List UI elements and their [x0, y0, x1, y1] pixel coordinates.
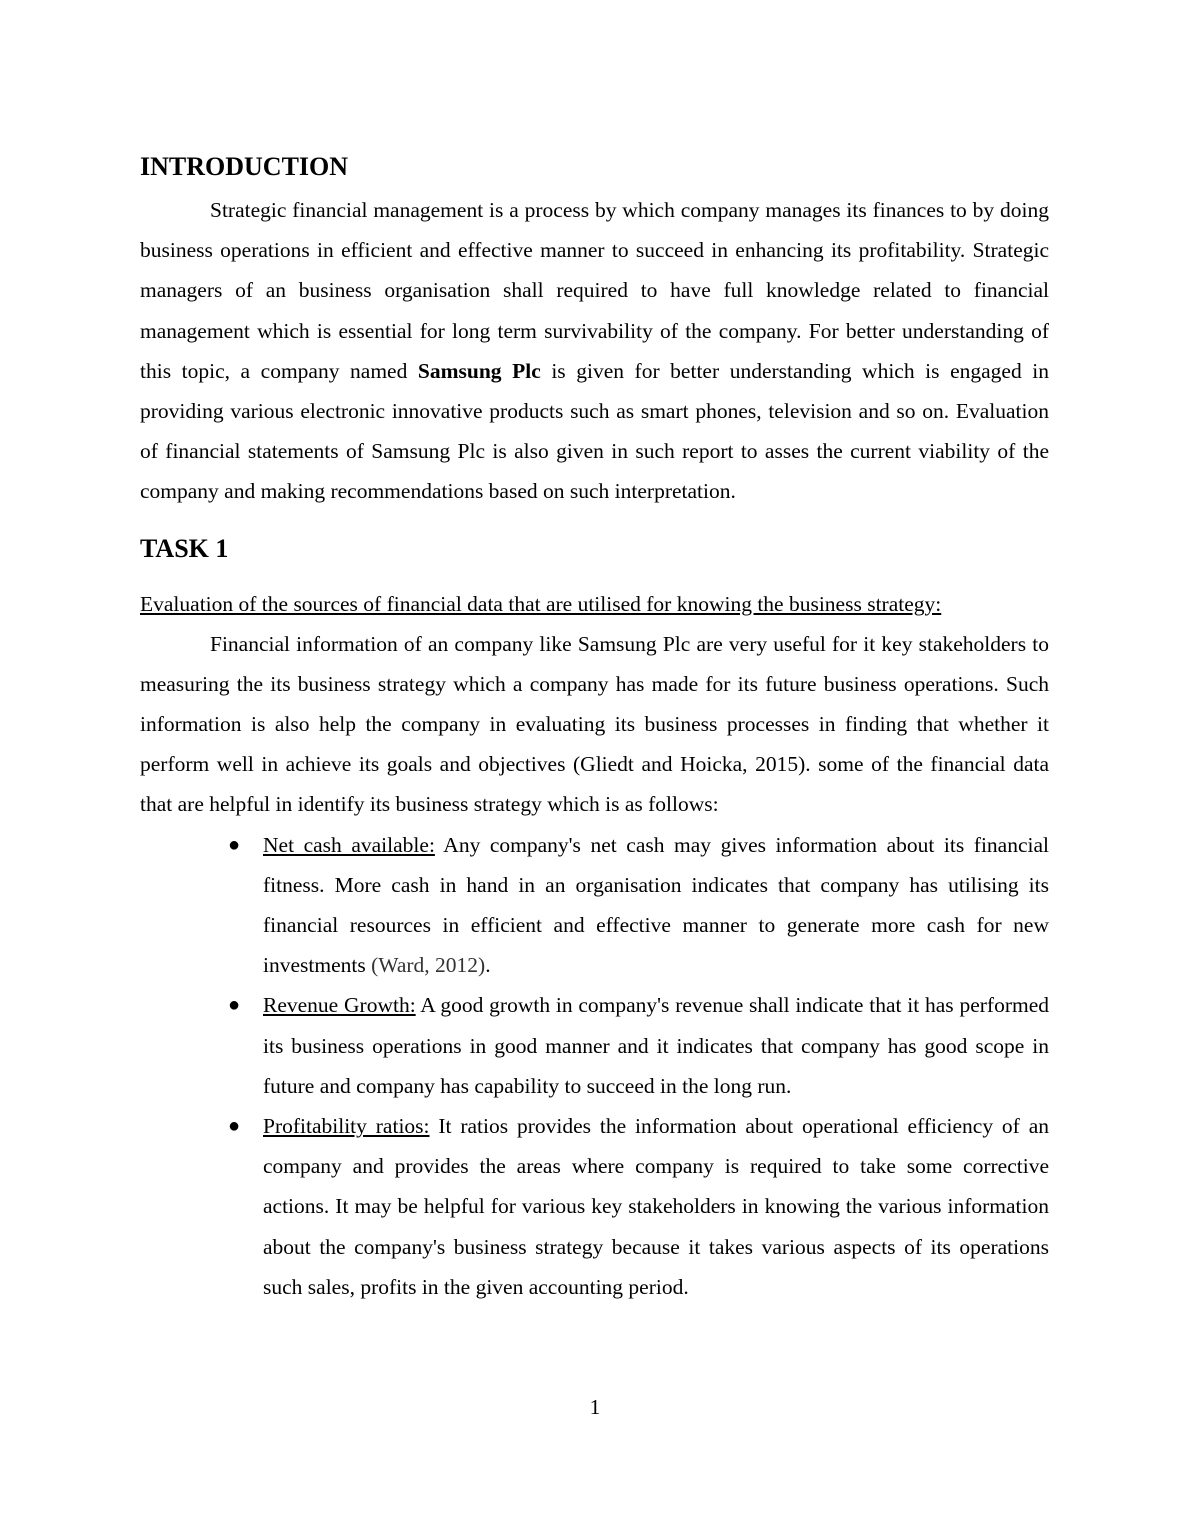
bullet-text: Any company's net cash may gives information about its financial fitness. More cash in hand in an organisation indicates that company has utilising its financial resources in efficient and effective manner to generate more cash for new investments [263, 832, 1049, 978]
financial-data-list [140, 825, 1049, 1307]
intro-text-part2: is given for better understanding which is engaged in providing various electronic innovative products such as smart phones, television and so on. Evaluation of financial statements of Samsung Plc is also given in such report to asses the current viability of the company and making recommendations based on such interpretation. [140, 358, 1049, 504]
page-number: 1 [589, 1395, 601, 1419]
task1-heading: TASK 1 [140, 533, 229, 563]
intro-text-part1: Strategic financial management is a process by which company manages its finances to by doing business operations in efficient and effective manner to succeed in enhancing its profitability. Strategic managers of an business organisation shall required to have full knowledge related to financial management which is essential for long term survivability of the company. For better understanding of this topic, a company named [140, 198, 1049, 383]
list-item [140, 825, 1049, 986]
bullet-text: It ratios provides the information about operational efficiency of an company and provides the areas where company is required to take some corrective actions. It may be helpful for various key stakeholders in knowing the various information about the company's business strategy because it takes various aspects of its operations such sales, profits in the given accounting period. [263, 1114, 1049, 1299]
task1-paragraph: Financial information of an company like Samsung Plc are very useful for it key stakeholders to measuring the its business strategy which a company has made for its future business operations. Such information is also help the company in evaluating its business processes in finding that whether it perform well in achieve its goals and objectives (Gliedt and Hoicka, 2015). some of the financial data that are helpful in identify its business strategy which is as follows: [140, 631, 1049, 817]
bullet-icon: ● [228, 833, 241, 856]
bullet-icon: ● [228, 994, 241, 1017]
introduction-heading: INTRODUCTION [140, 152, 349, 181]
list-item [140, 1106, 1049, 1307]
bullet-term: Revenue Growth: [263, 993, 416, 1018]
document-page [140, 150, 1049, 1307]
bullet-end: . [485, 953, 491, 978]
list-item [140, 985, 1049, 1106]
bullet-term: Profitability ratios: [263, 1114, 430, 1139]
task1-subheading: Evaluation of the sources of financial data that are utilised for knowing the business strategy: [140, 591, 942, 616]
bullet-term: Net cash available: [263, 832, 435, 857]
company-name-bold: Samsung Plc [417, 358, 541, 383]
bullet-citation: (Ward, 2012) [371, 953, 486, 978]
bullet-icon: ● [228, 1115, 241, 1138]
introduction-paragraph [140, 190, 1049, 512]
bullet-text: A good growth in company's revenue shall indicate that it has performed its business operations in good manner and it indicates that company has good scope in future and company has capability to succeed in the long run. [263, 993, 1049, 1098]
